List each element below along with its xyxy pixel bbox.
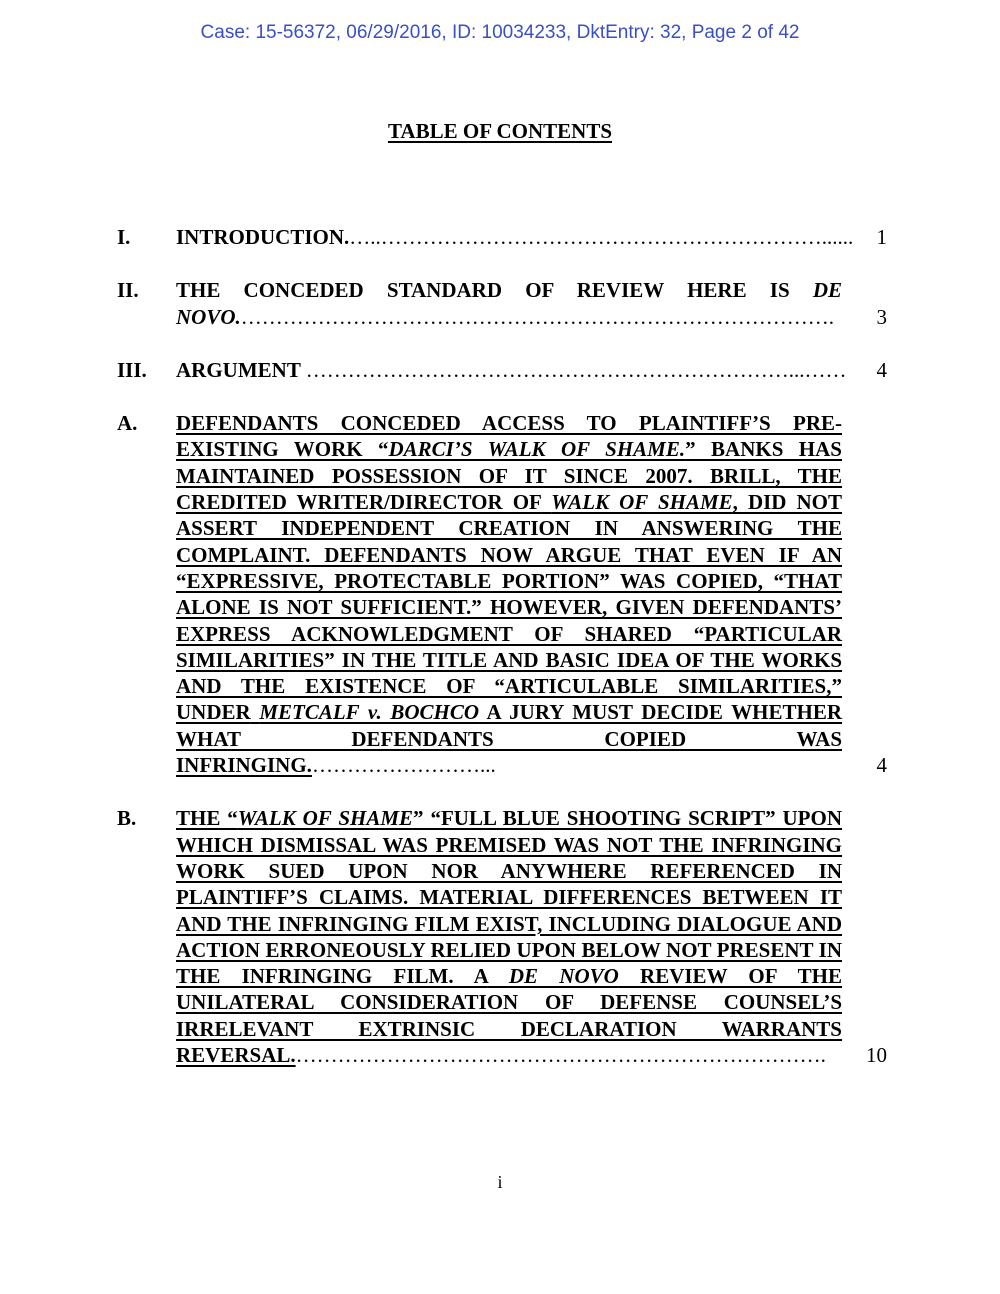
toc-entry-introduction[interactable] [117, 224, 887, 250]
toc-list [117, 224, 887, 1068]
toc-entry-number: I. [117, 225, 131, 249]
toc-entry-section-b[interactable] [117, 805, 887, 1068]
page-number: i [497, 1172, 503, 1192]
toc-entry-page: 4 [876, 357, 887, 382]
dot-leader: ……………………... [311, 753, 496, 778]
toc-entry-page: 4 [876, 753, 887, 778]
dot-leader: ……………………………………………………………...…… [305, 357, 847, 382]
toc-entry-argument[interactable] [117, 357, 887, 383]
toc-entry-number: A. [117, 411, 138, 436]
dot-leader: …..………………………………………………………...... [349, 225, 854, 249]
toc-entry-heading: THE CONCEDED STANDARD OF REVIEW HERE IS DE NOVO.…………………………………………………………………………. [176, 278, 843, 329]
toc-entry-heading: DEFENDANTS CONCEDED ACCESS TO PLAINTIFF’S PRE-EXISTING WORK “DARCI’S WALK OF SHAME.” BANKS HAS MAINTAINED POSSESSION OF IT SINCE 2007. BRILL, THE CREDITED WRITER/DIRECTOR OF WALK OF SHAME, DID NOT ASSERT INDEPENDENT CREATION IN ANSWERING THE COMPLAINT. DEFENDANTS NOW ARGUE THAT EVEN IF AN “EXPRESSIVE, PROTECTABLE PORTION” WAS COPIED, “THAT ALONE IS NOT SUFFICIENT.” HOWEVER, GIVEN DEFENDANTS’ EXPRESS ACKNOWLEDGMENT OF SHARED “PARTICULAR SIMILARITIES” IN THE TITLE AND BASIC IDEA OF THE WORKS AND THE EXISTENCE OF “ARTICULABLE SIMILARITIES,” UNDER METCALF v. BOCHCO A JURY MUST DECIDE WHETHER WHAT DEFENDANTS COPIED WAS INFRINGING.……………………... [176, 411, 843, 778]
toc-entry-standard-of-review[interactable] [117, 277, 887, 330]
toc-title: TABLE OF CONTENTS [387, 119, 613, 143]
toc-entry-number: III. [117, 357, 147, 382]
toc-entry-number: B. [117, 806, 137, 831]
toc-entry-heading: THE “WALK OF SHAME” “FULL BLUE SHOOTING SCRIPT” UPON WHICH DISMISSAL WAS PREMISED WAS NOT THE INFRINGING WORK SUED UPON NOR ANYWHERE REFERENCED IN PLAINTIFF’S CLAIMS. MATERIAL DIFFERENCES BETWEEN IT AND THE INFRINGING FILM EXIST, INCLUDING DIALOGUE AND ACTION ERRONEOUSLY RELIED UPON BELOW NOT PRESENT IN THE INFRINGING FILM. A DE NOVO REVIEW OF THE UNILATERAL CONSIDERATION OF DEFENSE COUNSEL’S IRRELEVANT EXTRINSIC DECLARATION WARRANTS REVERSAL.…………………………………………………………………. [176, 806, 843, 1068]
case-header: Case: 15-56372, 06/29/2016, ID: 10034233, DktEntry: 32, Page 2 of 42 [200, 22, 800, 43]
toc-entry-heading: INTRODUCTION.…..………………………………………………………...... [176, 225, 854, 249]
dot-leader: …………………………………………………………………. [295, 1043, 826, 1068]
toc-entry-number: II. [117, 278, 139, 303]
toc-entry-heading: ARGUMENT ……………………………………………………………...…… [176, 357, 847, 382]
toc-entry-page: 3 [876, 304, 887, 329]
toc-entry-page: 1 [876, 225, 887, 249]
dot-leader: …………………………………………………………………………. [240, 304, 835, 329]
toc-entry-page: 10 [866, 1043, 887, 1068]
toc-entry-section-a[interactable] [117, 410, 887, 778]
